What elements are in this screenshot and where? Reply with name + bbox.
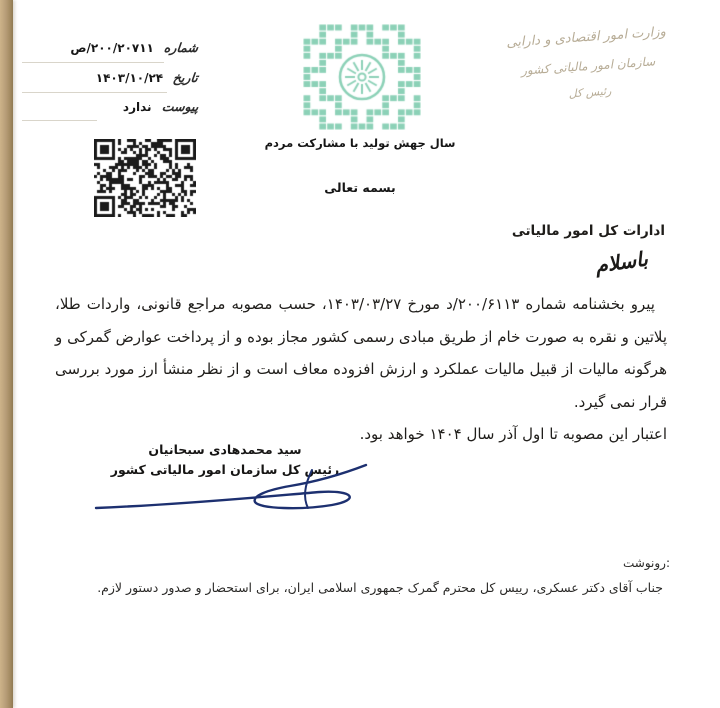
letter-number-value: ۲۰۰/۲۰۷۱۱/ص: [70, 41, 154, 55]
ruled-line: [22, 62, 164, 63]
letter-body: [55, 288, 667, 451]
letter-number-label: شماره: [163, 40, 199, 55]
basmala: بسمه تعالی: [324, 180, 396, 195]
cc-label: رونوشت:: [622, 556, 670, 570]
signature-scribble: [92, 452, 372, 527]
body-paragraph-1: پیرو بخشنامه شماره ۲۰۰/۶۱۱۳/د مورخ ۱۴۰۳/۰۳/۲۷، حسب مصوبه مراجع قانونی، واردات طلا، پلاتین و نقره به صورت خام از طریق مبادی رسمی کشور مجاز بوده و از پرداخت عوارض گمرکی و هرگونه مالیات از قبیل مالیات عملکرد و ارزش افزوده معاف است و از نظر منشأ ارز مورد بررسی قرار نمی گیرد.: [55, 295, 667, 411]
signatory-name: سید محمدهادی سبحانیان: [148, 442, 302, 457]
ministry-line-2: سازمان امور مالیاتی کشور: [520, 54, 656, 78]
recipient-heading: ادارات کل امور مالیاتی: [511, 223, 665, 239]
tax-administration-emblem-icon: [303, 24, 421, 130]
photo-edge-strip: [0, 0, 13, 708]
letter-number-row: [24, 40, 198, 55]
letter-date-label: تاریخ: [172, 70, 199, 85]
letter-attachment-label: پیوست: [160, 99, 199, 114]
signatory-title: رئیس کل سازمان امور مالیاتی کشور: [110, 462, 340, 477]
salutation: باسلام: [593, 246, 650, 278]
ruled-line: [22, 120, 97, 121]
ruled-line: [22, 92, 167, 93]
qr-code: [94, 139, 196, 217]
cc-text: جناب آقای دکتر عسکری، رییس کل محترم گمرک جمهوری اسلامی ایران، برای استحضار و صدور دستور لازم.: [97, 580, 663, 595]
letter-attachment-value: ندارد: [122, 100, 152, 114]
letterhead-calligraphy: [480, 23, 696, 107]
letter-date-value: ۱۴۰۳/۱۰/۲۴: [95, 71, 164, 85]
letter-attachment-row: [24, 99, 198, 114]
year-slogan: سال جهش تولید با مشارکت مردم: [264, 136, 456, 150]
ministry-line-1: وزارت امور اقتصادی و دارایی: [505, 24, 667, 51]
ministry-line-3: رئیس کل: [568, 84, 612, 101]
letter-date-row: [24, 70, 198, 85]
body-paragraph-2: اعتبار این مصوبه تا اول آذر سال ۱۴۰۴ خواهد بود.: [359, 425, 667, 443]
